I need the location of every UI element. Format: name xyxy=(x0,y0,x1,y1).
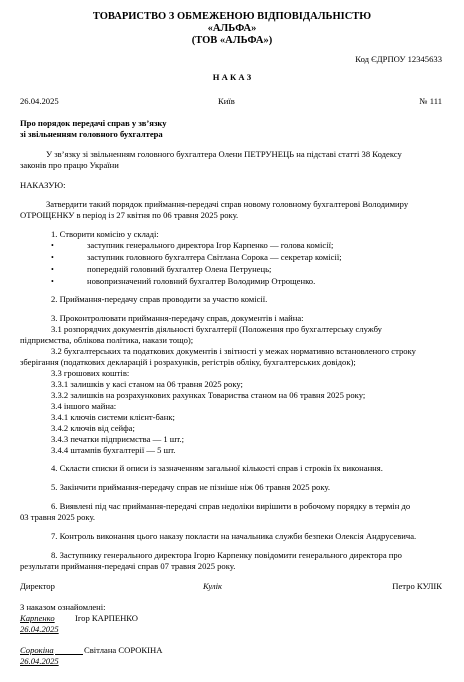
ack-date: 26.04.2025 xyxy=(20,656,59,666)
document-title: Н А К А З xyxy=(212,72,252,82)
order-city: Київ xyxy=(218,96,235,106)
commission-member: заступник головного бухгалтера Світлана Сорока — секретар комісії; xyxy=(87,252,342,262)
signature-underline xyxy=(55,654,83,655)
point-8-line1: 8. Заступнику генерального директора Ігорю Карпенку повідомити генерального директора про xyxy=(51,550,402,560)
ack-date: 26.04.2025 xyxy=(20,624,59,634)
point-3-4-1: 3.4.1 ключів системи клієнт-банк; xyxy=(51,412,175,422)
signatory-name: Петро КУЛІК xyxy=(392,581,442,591)
subject-line2: зі звільненням головного бухгалтера xyxy=(20,129,163,139)
point-8-line2: результати приймання-передачі справ 07 травня 2025 року. xyxy=(20,561,236,571)
director-signature: Кулік xyxy=(203,581,223,591)
point-6-line2: 03 травня 2025 року. xyxy=(20,512,96,522)
point-3-1-line1: 3.1 розпорядчих документів діяльності бухгалтерії (Положення про бухгалтерську службу xyxy=(51,324,382,334)
org-name-line2: «АЛЬФА» xyxy=(207,23,257,34)
point-1-title: 1. Створити комісію у складі: xyxy=(51,229,159,239)
org-name-line1: ТОВАРИСТВО З ОБМЕЖЕНОЮ ВІДПОВІДАЛЬНІСТЮ xyxy=(92,11,372,22)
subject-line1: Про порядок передачі справ у зв’язку xyxy=(20,118,167,128)
point-3-4-4: 3.4.4 штампів бухгалтерії — 5 шт. xyxy=(51,445,176,455)
point-5: 5. Закінчити приймання-передачу справ не пізніше ніж 06 травня 2025 року. xyxy=(51,482,330,492)
point-3-3: 3.3 грошових коштів: xyxy=(51,368,130,378)
order-word: НАКАЗУЮ: xyxy=(20,180,66,190)
commission-member: попередній головний бухгалтер Олена Петрунець; xyxy=(87,264,272,274)
point-3-4-2: 3.4.2 ключів від сейфа; xyxy=(51,423,135,433)
point-3-2-line2: зберігання (податкових декларацій і розрахунків, регістрів обліку, бухгалтерських довідок); xyxy=(20,357,356,367)
org-name-line3: (ТОВ «АЛЬФА») xyxy=(191,35,273,46)
approve-line1: Затвердити такий порядок приймання-передачі справ новому головному бухгалтерові Володимиру xyxy=(46,199,409,209)
point-7: 7. Контроль виконання цього наказу покласти на начальника служби безпеки Олексія Андрусевича. xyxy=(51,531,417,541)
point-2: 2. Приймання-передачу справ проводити за участю комісії. xyxy=(51,294,268,304)
commission-member: заступник генерального директора Ігор Карпенко — голова комісії; xyxy=(87,240,334,250)
approve-line2: ОТРОЩЕНКУ в період із 27 квітня по 06 травня 2025 року. xyxy=(20,210,239,220)
bullet-icon: • xyxy=(51,241,54,250)
ack-name: Світлана СОРОКІНА xyxy=(84,645,163,655)
point-3-4-3: 3.4.3 печатки підприємства — 1 шт.; xyxy=(51,434,185,444)
order-number: № 111 xyxy=(419,96,442,106)
point-3-1-line2: підприємства, облікова політика, накази тощо); xyxy=(20,335,194,345)
order-date: 26.04.2025 xyxy=(20,96,59,106)
ack-name: Ігор КАРПЕНКО xyxy=(75,613,139,623)
intro-line2: законів про працю України xyxy=(20,160,119,170)
acknowledged-label: З наказом ознайомлені: xyxy=(20,602,106,612)
point-3-3-2: 3.3.2 залишків на розрахункових рахунках Товариства станом на 06 травня 2025 року; xyxy=(51,390,366,400)
commission-member: новопризначений головний бухгалтер Володимир Отрощенко. xyxy=(87,276,316,286)
ack-signature: Сорокіна xyxy=(20,645,54,655)
edrpou-code: Код ЄДРПОУ 12345633 xyxy=(355,54,442,64)
point-6-line1: 6. Виявлені під час приймання-передачі справ недоліки вирішити в робочому порядку в термін до xyxy=(51,501,411,511)
bullet-icon: • xyxy=(51,265,54,274)
point-3-4: 3.4 іншого майна: xyxy=(51,401,117,411)
bullet-icon: • xyxy=(51,253,54,262)
point-3-3-1: 3.3.1 залишків у касі станом на 06 травня 2025 року; xyxy=(51,379,243,389)
signatory-role: Директор xyxy=(20,581,55,591)
intro-line1: У зв’язку зі звільненням головного бухгалтера Олени ПЕТРУНЕЦЬ на підставі статті 38 Кодексу xyxy=(46,149,402,159)
ack-signature: Карпенко xyxy=(20,613,55,623)
point-4: 4. Скласти списки й описи із зазначенням загальної кількості справ і строків їх виконання. xyxy=(51,463,383,473)
bullet-icon: • xyxy=(51,277,54,286)
point-3-2-line1: 3.2 бухгалтерських та податкових документів і звітності у межах нормативно встановленого строку xyxy=(51,346,416,356)
point-3-title: 3. Проконтролювати приймання-передачу справ, документів і майна: xyxy=(51,313,304,323)
